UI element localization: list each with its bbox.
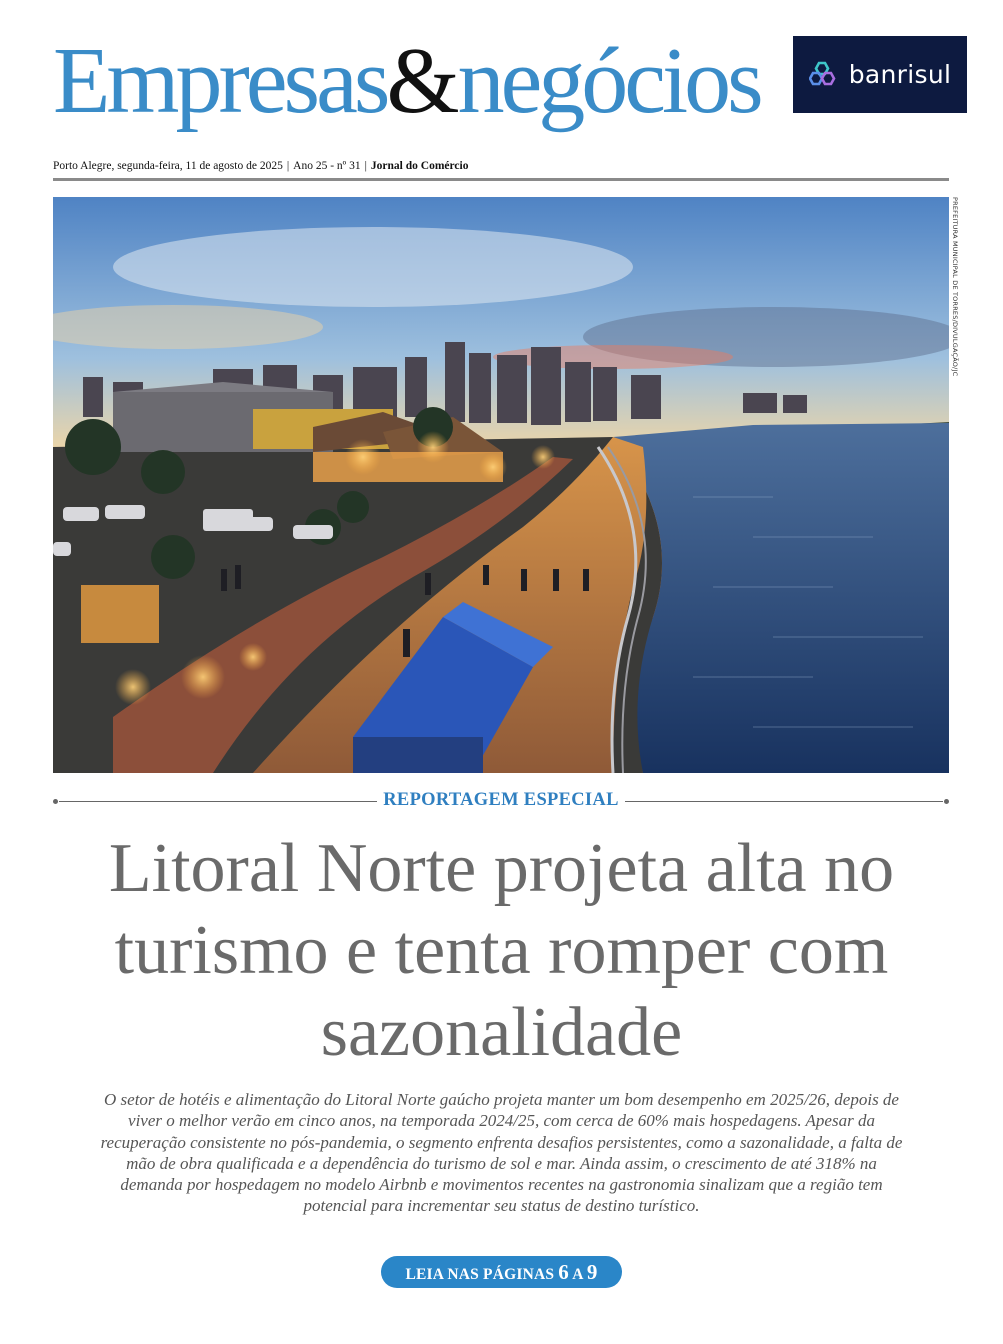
cta-connector: A <box>572 1266 583 1283</box>
kicker-line-right <box>625 801 943 802</box>
standfirst: O setor de hotéis e alimentação do Litoral Norte gaúcho projeta manter um bom desempenho em 2025/26, depois de viver o melhor verão em cinco anos, na temporada 2024/25, com cerca de 60% mais hospedagens. Apesar da recuperação consistente no pós-pandemia, o segmento enfrenta desafios persistentes, como a sazonalidade, a falta de mão de obra qualificada e a dependência do turismo de sol e mar. Ainda assim, o crescimento de até 318% na demanda por hospedagem no modelo Airbnb e movimentos recentes na gastronomia sinalizam que a região tem potencial para incrementar seu status de destino turístico. <box>100 1090 903 1216</box>
photo-credit-text: PREFEITURA MUNICIPAL DE TORRES/DIVULGAÇÃO/JC <box>951 197 959 377</box>
cover-photo <box>53 197 949 773</box>
masthead <box>53 22 783 142</box>
cta-prefix: LEIA NAS PÁGINAS <box>405 1266 555 1283</box>
kicker-line-dot <box>944 799 949 804</box>
cta-page-to: 9 <box>586 1260 598 1284</box>
kicker-label: REPORTAGEM ESPECIAL <box>383 790 619 810</box>
masthead-title <box>53 29 760 133</box>
masthead-ampersand: & <box>386 29 458 133</box>
dateline-separator: | <box>364 160 367 172</box>
sponsor-brand-text: banrisul <box>848 60 952 89</box>
masthead-title-right: negócios <box>457 29 760 133</box>
masthead-title-left: Empresas <box>53 29 387 133</box>
read-pages-button[interactable] <box>381 1256 622 1288</box>
sponsor-logo[interactable] <box>793 36 967 113</box>
section-kicker <box>53 790 949 814</box>
edition-number: Ano 25 - nº 31 <box>293 160 361 172</box>
hexagon-logo-icon <box>809 60 843 90</box>
headline: Litoral Norte projeta alta no turismo e tenta romper com sazonalidade <box>108 830 895 1071</box>
cta-page-from: 6 <box>558 1260 569 1284</box>
publication-date: Porto Alegre, segunda-feira, 11 de agosto de 2025 <box>53 160 283 172</box>
photo-credit <box>948 197 962 397</box>
header-rule <box>53 178 949 181</box>
dateline-separator: | <box>286 160 290 172</box>
dateline <box>53 160 468 172</box>
journal-name: Jornal do Comércio <box>370 160 469 172</box>
